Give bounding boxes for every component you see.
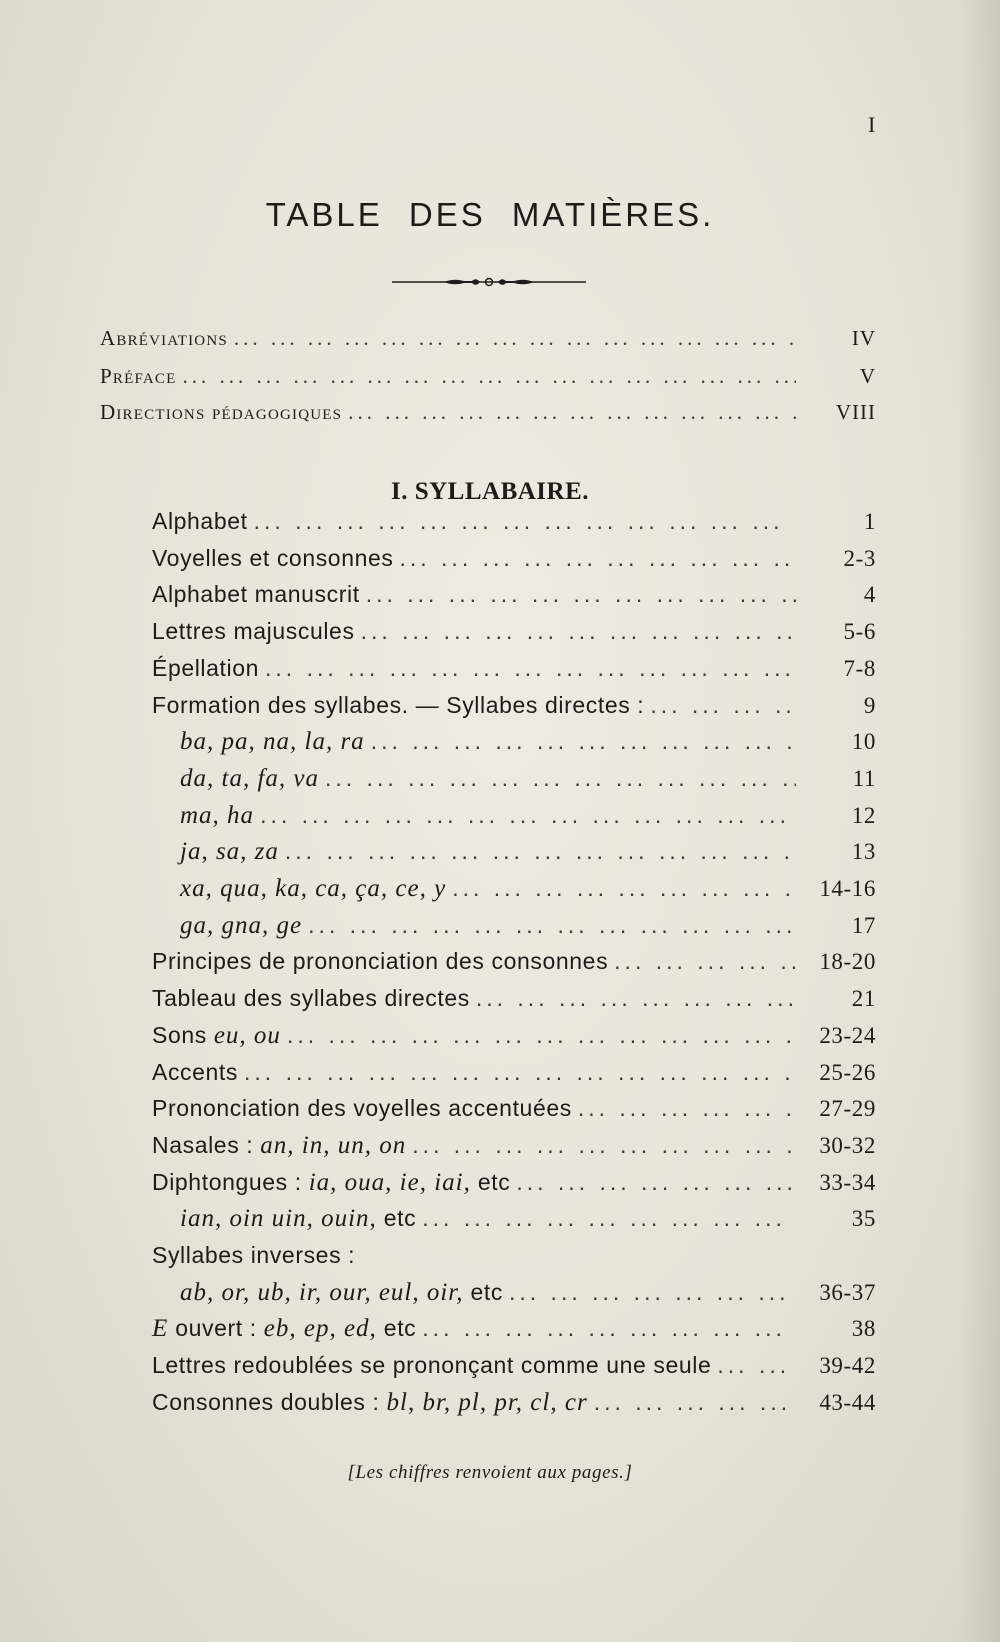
dot-leader — [422, 1315, 796, 1342]
page-number: 17 — [851, 913, 876, 938]
toc-entry — [152, 1059, 876, 1086]
label-text: Alphabet manuscrit — [152, 581, 360, 607]
dot-leader — [265, 655, 796, 682]
page-number: 4 — [863, 582, 876, 607]
page-number: 25-26 — [819, 1060, 876, 1085]
toc-entry — [152, 655, 876, 682]
page-number: 7-8 — [843, 656, 876, 681]
toc-entry — [152, 1132, 876, 1160]
toc-entry-label — [152, 1022, 281, 1050]
footnote: [Les chiffres renvoient aux pages.] — [347, 1462, 633, 1483]
toc-entry-label — [152, 508, 248, 535]
dot-leader — [325, 765, 796, 792]
toc-entry — [152, 618, 876, 645]
toc-entry-label — [152, 985, 470, 1012]
front-matter-label: Préface — [100, 364, 177, 388]
italic-text: ba, pa, na, la, ra — [180, 728, 365, 755]
toc-subentry — [180, 912, 876, 940]
label-text: Accents — [152, 1059, 239, 1085]
toc-entry — [152, 545, 876, 572]
label-text: Prononciation des voyelles accentuées — [152, 1095, 572, 1121]
label-text: Nasales : — [152, 1132, 261, 1158]
toc-entry — [152, 1169, 876, 1197]
dot-leader — [182, 364, 796, 389]
label-text: Voyelles et consonnes — [152, 545, 394, 571]
toc-subentry — [180, 1279, 876, 1307]
dot-leader — [516, 1169, 796, 1196]
dot-leader — [614, 948, 796, 975]
page-number: 35 — [851, 1206, 876, 1231]
toc-entry-label — [152, 655, 259, 682]
label-text: Lettres majuscules — [152, 618, 355, 644]
label-text: Tableau des syllabes directes — [152, 985, 470, 1011]
dot-leader — [717, 1352, 796, 1379]
front-matter-label: Abréviations — [100, 326, 228, 350]
page-number: 36-37 — [819, 1280, 876, 1305]
toc-entry-label — [180, 728, 365, 756]
dot-leader — [366, 581, 796, 608]
dot-leader — [260, 802, 796, 829]
page-number: IV — [851, 326, 876, 350]
page-number: 5-6 — [843, 619, 876, 644]
toc-entry — [152, 692, 876, 719]
label-text: Consonnes doubles : — [152, 1389, 387, 1415]
toc-entry-label — [152, 545, 393, 572]
page-number: 12 — [851, 803, 876, 828]
dot-leader — [254, 508, 796, 535]
italic-text: eb, ep, ed, — [263, 1315, 377, 1342]
dot-leader — [422, 1205, 796, 1232]
page-number: 1 — [863, 509, 876, 534]
label-text: Syllabes inverses : — [152, 1242, 356, 1268]
label-text: Sons — [152, 1022, 214, 1048]
page-number: 13 — [851, 839, 876, 864]
toc-entry-label — [152, 1059, 238, 1086]
page-number: 30-32 — [819, 1133, 876, 1158]
toc-entry-label — [180, 1279, 503, 1307]
front-matter-row — [100, 364, 876, 389]
dot-leader — [287, 1022, 796, 1049]
dot-leader — [371, 728, 796, 755]
toc-entry — [152, 1315, 876, 1343]
italic-text: bl, br, pl, pr, cl, cr — [386, 1389, 588, 1416]
dot-leader — [650, 692, 796, 719]
toc-entry-label — [180, 802, 254, 830]
section-title: I. SYLLABAIRE. — [390, 478, 590, 505]
toc-entry-label — [180, 875, 446, 903]
toc-subentry — [180, 1205, 876, 1233]
italic-text: ga, gna, ge — [180, 912, 303, 939]
page-number: 38 — [851, 1316, 876, 1341]
toc-entry — [152, 1352, 876, 1379]
folio-number: I — [868, 112, 877, 137]
dot-leader — [348, 400, 796, 425]
dot-leader — [476, 985, 796, 1012]
page-number: 14-16 — [819, 876, 876, 901]
page-number: 23-24 — [819, 1023, 876, 1048]
toc-entry-label — [152, 1352, 711, 1379]
italic-text: an, in, un, on — [260, 1132, 407, 1159]
toc-entry-label — [180, 1205, 416, 1233]
ornamental-rule — [392, 276, 586, 288]
label-text: ouvert : — [168, 1315, 264, 1341]
toc-subentry — [180, 838, 876, 866]
toc-entry-label — [180, 838, 279, 866]
page-number: V — [859, 364, 876, 388]
toc-entry-label — [180, 765, 319, 793]
page-edge-shadow — [960, 0, 1000, 1642]
toc-entry-label — [152, 1242, 355, 1269]
italic-text: ma, ha — [180, 802, 255, 829]
page-number: 2-3 — [843, 546, 876, 571]
toc-entry — [152, 508, 876, 535]
italic-text: ja, sa, za — [180, 838, 279, 865]
toc-entry-label — [152, 692, 644, 719]
dot-leader — [399, 545, 796, 572]
toc-entry — [152, 1022, 876, 1050]
label-text: etc — [376, 1205, 417, 1231]
page-number: 27-29 — [819, 1096, 876, 1121]
page-title: TABLE DES MATIÈRES. — [265, 196, 715, 233]
label-text: Alphabet — [152, 508, 248, 534]
toc-entry-label — [180, 912, 302, 940]
toc-entry — [152, 985, 876, 1012]
toc-entry-label — [152, 948, 608, 975]
toc-entry — [152, 1242, 876, 1269]
toc-entry-label — [152, 618, 355, 645]
italic-text: ab, or, ub, ir, our, eul, oir, — [180, 1279, 464, 1306]
label-text: Lettres redoublées se prononçant comme une seule — [152, 1352, 712, 1378]
dot-leader — [578, 1095, 796, 1122]
page-number: 21 — [851, 986, 876, 1011]
label-text: Épellation — [152, 655, 260, 681]
italic-text: da, ta, fa, va — [180, 765, 319, 792]
front-matter-label: Directions pédagogiques — [100, 400, 343, 424]
toc-entry-label — [152, 1169, 510, 1197]
page-number: 43-44 — [819, 1390, 876, 1415]
dot-leader — [412, 1132, 796, 1159]
toc-subentry — [180, 875, 876, 903]
dot-leader — [361, 618, 796, 645]
dot-leader — [308, 912, 796, 939]
toc-entry-label — [152, 1389, 588, 1417]
front-matter-row — [100, 326, 876, 351]
page-number: VIII — [835, 400, 876, 424]
dot-leader — [285, 838, 796, 865]
dot-leader — [594, 1389, 796, 1416]
dot-leader — [509, 1279, 796, 1306]
italic-text: ia, oua, ie, iai, — [308, 1169, 471, 1196]
page-number: 33-34 — [819, 1170, 876, 1195]
italic-text: ian, oin uin, ouin, — [180, 1205, 377, 1232]
italic-text: E — [152, 1315, 169, 1342]
label-text: etc — [376, 1315, 417, 1341]
toc-subentry — [180, 802, 876, 830]
dot-leader — [244, 1059, 796, 1086]
page-number: 10 — [851, 729, 876, 754]
italic-text: eu, ou — [213, 1022, 281, 1049]
page-number: 9 — [863, 693, 876, 718]
page-number: 18-20 — [819, 949, 876, 974]
toc-entry — [152, 581, 876, 608]
toc-subentry — [180, 728, 876, 756]
toc-entry — [152, 1095, 876, 1122]
toc-entry-label — [152, 1315, 416, 1343]
label-text: etc — [470, 1169, 511, 1195]
toc-entry — [152, 948, 876, 975]
front-matter-row — [100, 400, 876, 425]
dot-leader — [452, 875, 796, 902]
italic-text: xa, qua, ka, ca, ça, ce, y — [180, 875, 447, 902]
label-text: Diphtongues : — [152, 1169, 309, 1195]
toc-entry-label — [152, 1132, 406, 1160]
toc-entry — [152, 1389, 876, 1417]
label-text: Principes de prononciation des consonnes — [152, 948, 609, 974]
label-text: etc — [463, 1279, 503, 1305]
page-number: 11 — [852, 766, 876, 791]
label-text: Formation des syllabes. — Syllabes directes : — [152, 692, 645, 718]
toc-entry-label — [152, 1095, 572, 1122]
dot-leader — [234, 326, 796, 351]
toc-entry-label — [152, 581, 360, 608]
toc-subentry — [180, 765, 876, 793]
page-number: 39-42 — [819, 1353, 876, 1378]
